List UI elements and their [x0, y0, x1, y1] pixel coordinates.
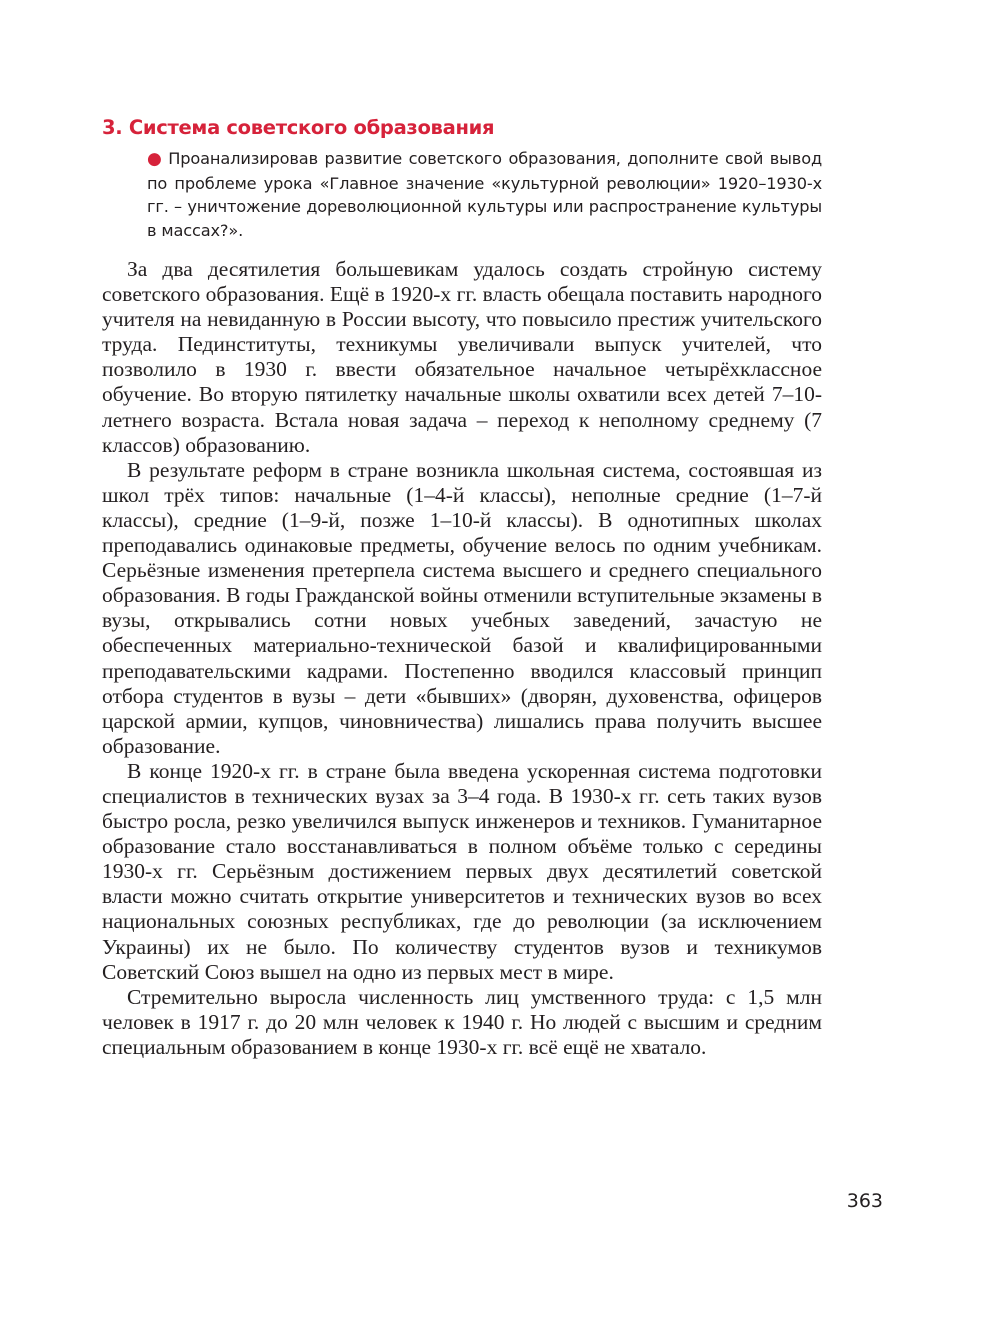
- task-text: Проанализировав развитие советского образования, дополните свой вывод по проблеме урока «Главное значение «культурной революции» 1920–1930-х гг. – уничтожение дореволюционной культуры или распространение культуры в массах?».: [147, 149, 822, 240]
- section-heading: 3. Система советского образования: [102, 116, 495, 139]
- paragraph-2: В результате реформ в стране возникла школьная система, состоявшая из школ трёх типов: начальные (1–4-й классы), неполные средние (1–7-й классы), средние (1–9-й, позже 1–10-й классы). В однотипных школах преподавались одинаковые предметы, обучение велось по одним учебникам. Серьёзные изменения претерпела система высшего и среднего специального образования. В годы Гражданской войны отменили вступительные экзамены в вузы, открывались сотни новых учебных заведений, зачастую не обеспеченных материально-технической базой и квалифицированными преподавательскими кадрами. Постепенно вводился классовый принцип отбора студентов в вузы – дети «бывших» (дворян, духовенства, офицеров царской армии, купцов, чиновничества) лишались права получить высшее образование.: [102, 457, 822, 758]
- page-number: 363: [846, 1190, 883, 1212]
- paragraph-4: Стремительно выросла численность лиц умственного труда: с 1,5 млн человек в 1917 г. до 20 млн человек к 1940 г. Но людей с высшим и средним специальным образованием в конце 1930-х гг. всё ещё не хватало.: [102, 984, 822, 1059]
- bullet-icon: ●: [147, 149, 164, 169]
- task-assignment: [147, 147, 822, 242]
- paragraph-3: В конце 1920-х гг. в стране была введена ускоренная система подготовки специалистов в технических вузах за 3–4 года. В 1930-х гг. сеть таких вузов быстро росла, резко увеличился выпуск инженеров и техников. Гуманитарное образование стало восстанавливаться в полном объёме только с середины 1930-х гг. Серьёзным достижением первых двух десятилетий советской власти можно считать открытие университетов и технических вузов во всех национальных союзных республиках, где до революции (за исключением Украины) их не было. По количеству студентов вузов и техникумов Советский Союз вышел на одно из первых мест в мире.: [102, 758, 822, 984]
- body-text: [102, 257, 822, 1060]
- paragraph-1: За два десятилетия большевикам удалось создать стройную систему советского образования. Ещё в 1920-х гг. власть обещала поставить народного учителя на невиданную в России высоту, что повысило престиж учительского труда. Пединституты, техникумы увеличивали выпуск учителей, что позволило в 1930 г. ввести обязательное начальное четырёхклассное обучение. Во вторую пятилетку начальные школы охватили всех детей 7–10-летнего возраста. Встала новая задача – переход к неполному среднему (7 классов) образованию.: [102, 257, 822, 457]
